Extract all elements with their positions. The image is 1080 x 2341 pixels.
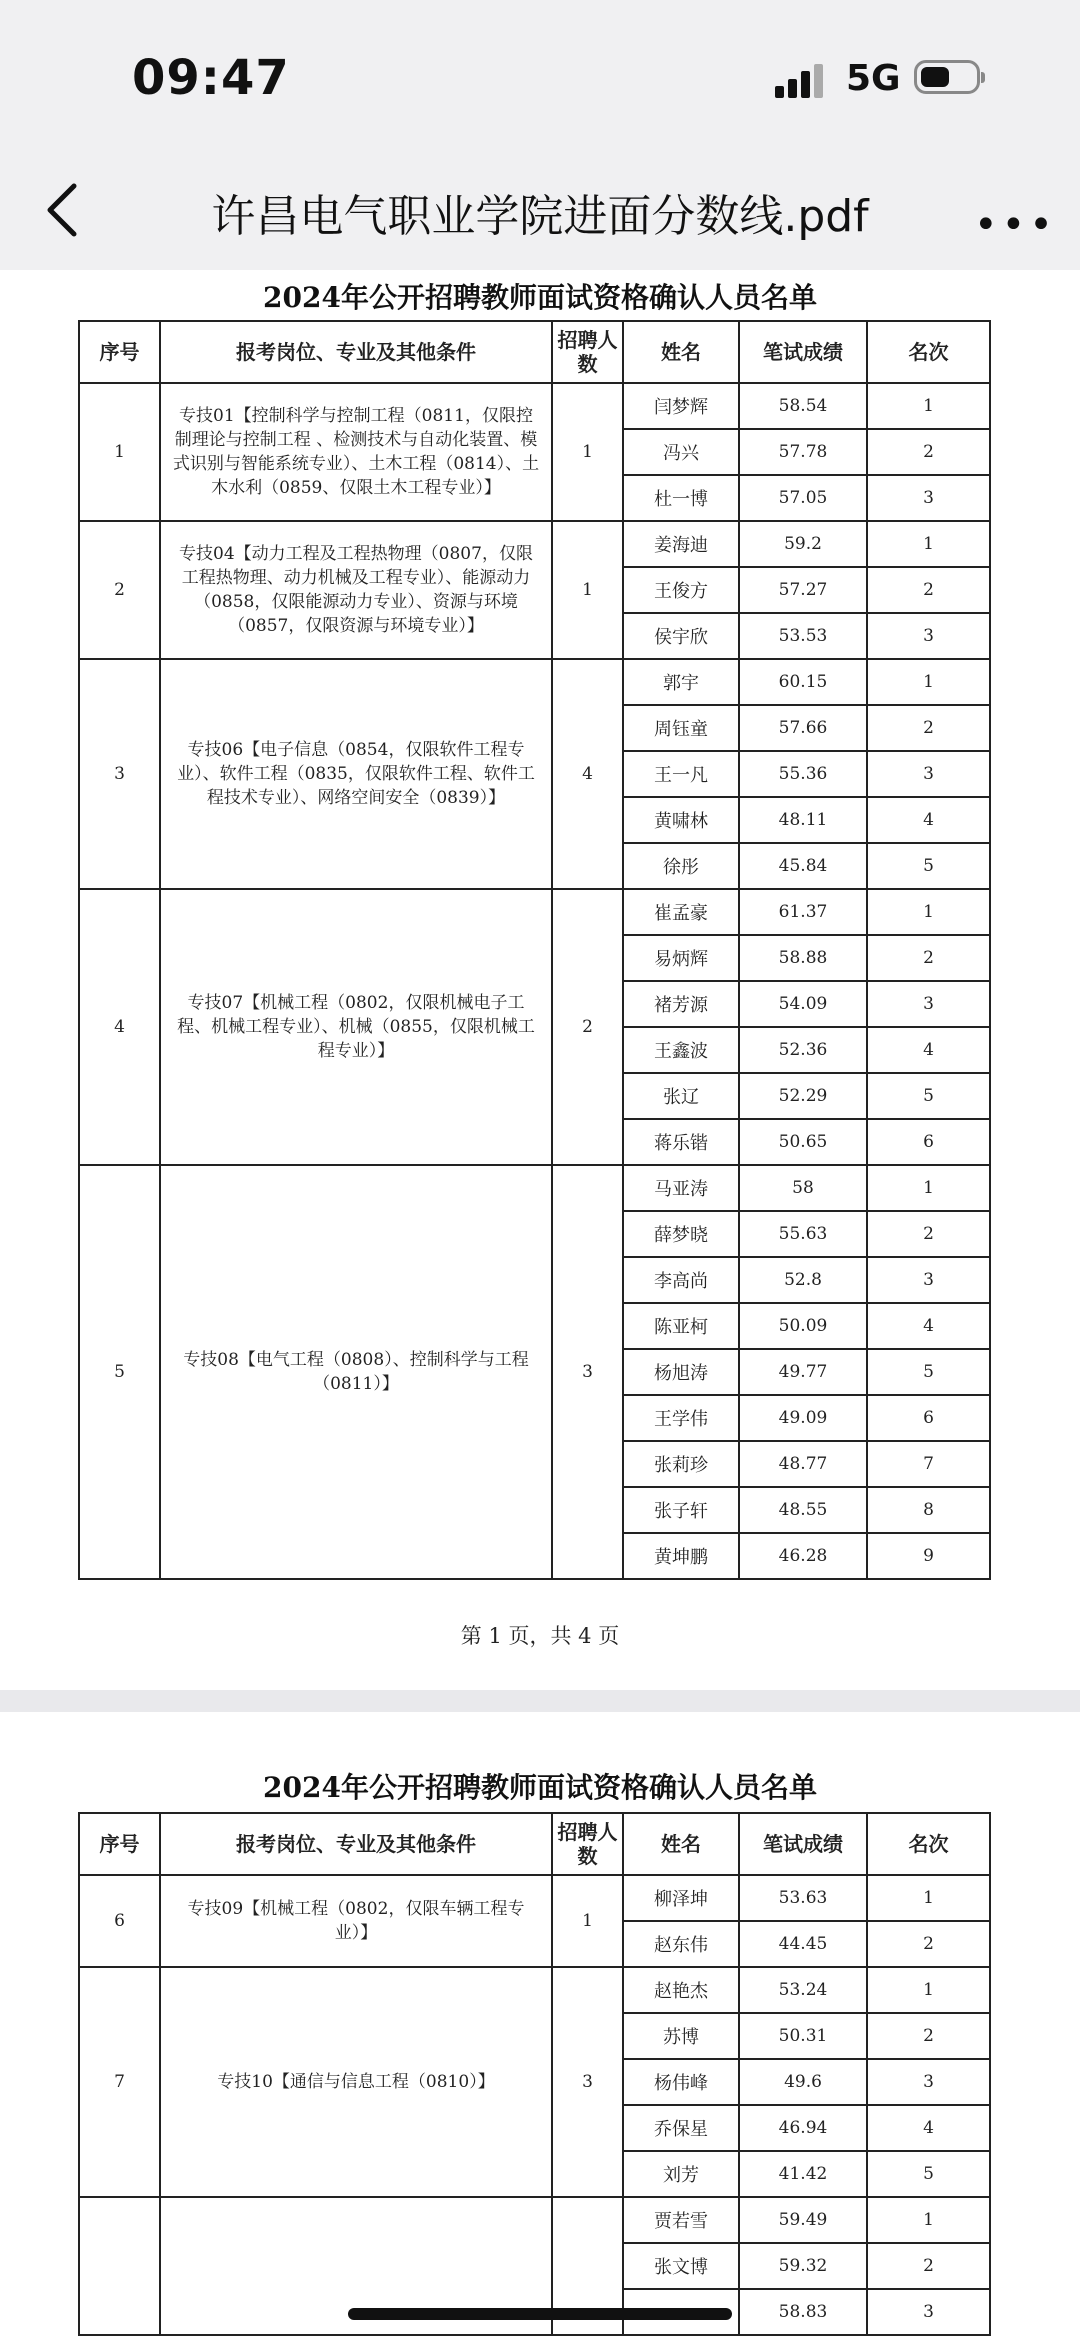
candidate-name-cell: 王俊方 — [623, 567, 739, 613]
candidate-name-cell: 薛梦晓 — [623, 1211, 739, 1257]
written-score-cell: 59.2 — [739, 521, 867, 567]
candidate-name-cell: 周钰童 — [623, 705, 739, 751]
group-index-cell — [79, 2197, 160, 2335]
candidate-name-cell: 张文博 — [623, 2243, 739, 2289]
written-score-cell: 57.27 — [739, 567, 867, 613]
candidate-name-cell: 王学伟 — [623, 1395, 739, 1441]
candidate-name-cell: 赵艳杰 — [623, 1967, 739, 2013]
table-row — [79, 1165, 990, 1211]
rank-cell: 1 — [867, 2197, 990, 2243]
table-row — [79, 383, 990, 429]
home-indicator[interactable] — [348, 2308, 732, 2320]
candidate-name-cell: 姜海迪 — [623, 521, 739, 567]
written-score-cell: 55.36 — [739, 751, 867, 797]
table-row — [79, 1875, 990, 1921]
written-score-cell: 49.77 — [739, 1349, 867, 1395]
written-score-cell: 48.11 — [739, 797, 867, 843]
written-score-cell: 50.31 — [739, 2013, 867, 2059]
header-quota: 招聘人数 — [552, 1813, 623, 1875]
written-score-cell: 45.84 — [739, 843, 867, 889]
rank-cell: 8 — [867, 1487, 990, 1533]
rank-cell: 2 — [867, 429, 990, 475]
rank-cell: 6 — [867, 1395, 990, 1441]
rank-cell: 4 — [867, 797, 990, 843]
candidate-name-cell: 褚芳源 — [623, 981, 739, 1027]
candidate-name-cell: 侯宇欣 — [623, 613, 739, 659]
group-index-cell: 3 — [79, 659, 160, 889]
written-score-cell: 52.36 — [739, 1027, 867, 1073]
candidate-name-cell: 杨旭涛 — [623, 1349, 739, 1395]
written-score-cell: 59.32 — [739, 2243, 867, 2289]
header-position: 报考岗位、专业及其他条件 — [160, 321, 552, 383]
rank-cell: 2 — [867, 1921, 990, 1967]
group-condition-cell: 专技01【控制科学与控制工程（0811，仅限控制理论与控制工程 、检测技术与自动化装置、模式识别与智能系统专业）、土木工程（0814）、土木水利（0859、仅限土木工程专业）】 — [160, 383, 552, 521]
candidate-name-cell: 黄坤鹏 — [623, 1533, 739, 1579]
rank-cell: 5 — [867, 2151, 990, 2197]
written-score-cell: 48.77 — [739, 1441, 867, 1487]
nav-bar — [0, 150, 1080, 270]
written-score-cell: 44.45 — [739, 1921, 867, 1967]
written-score-cell: 50.09 — [739, 1303, 867, 1349]
rank-cell: 2 — [867, 2013, 990, 2059]
written-score-cell: 57.05 — [739, 475, 867, 521]
candidate-name-cell: 苏博 — [623, 2013, 739, 2059]
table-row — [79, 1967, 990, 2013]
rank-cell: 1 — [867, 659, 990, 705]
status-bar — [0, 0, 1080, 150]
group-quota-cell: 2 — [552, 889, 623, 1165]
rank-cell: 2 — [867, 1211, 990, 1257]
page-title: 2024年公开招聘教师面试资格确认人员名单 — [263, 1771, 817, 1804]
written-score-cell: 52.8 — [739, 1257, 867, 1303]
written-score-cell: 49.09 — [739, 1395, 867, 1441]
results-table — [78, 320, 991, 1580]
group-index-cell: 5 — [79, 1165, 160, 1579]
written-score-cell: 52.29 — [739, 1073, 867, 1119]
written-score-cell: 53.24 — [739, 1967, 867, 2013]
table-row — [79, 2197, 990, 2243]
written-score-cell: 46.94 — [739, 2105, 867, 2151]
header-position: 报考岗位、专业及其他条件 — [160, 1813, 552, 1875]
written-score-cell: 53.53 — [739, 613, 867, 659]
rank-cell: 3 — [867, 2059, 990, 2105]
written-score-cell: 57.66 — [739, 705, 867, 751]
group-condition-cell: 专技04【动力工程及工程热物理（0807，仅限工程热物理、动力机械及工程专业）、能源动力（0858，仅限能源动力专业）、资源与环境（0857，仅限资源与环境专业）】 — [160, 521, 552, 659]
rank-cell: 2 — [867, 705, 990, 751]
rank-cell: 3 — [867, 613, 990, 659]
header-rank: 名次 — [867, 1813, 990, 1875]
status-time: 09:47 — [132, 50, 290, 106]
written-score-cell: 49.6 — [739, 2059, 867, 2105]
candidate-name-cell: 黄啸林 — [623, 797, 739, 843]
table-row — [79, 521, 990, 567]
rank-cell: 2 — [867, 935, 990, 981]
written-score-cell: 41.42 — [739, 2151, 867, 2197]
candidate-name-cell: 徐彤 — [623, 843, 739, 889]
written-score-cell: 55.63 — [739, 1211, 867, 1257]
rank-cell: 7 — [867, 1441, 990, 1487]
header-quota: 招聘人数 — [552, 321, 623, 383]
header-name: 姓名 — [623, 321, 739, 383]
header-name: 姓名 — [623, 1813, 739, 1875]
candidate-name-cell: 陈亚柯 — [623, 1303, 739, 1349]
group-quota-cell: 3 — [552, 1165, 623, 1579]
rank-cell: 6 — [867, 1119, 990, 1165]
written-score-cell: 61.37 — [739, 889, 867, 935]
rank-cell: 3 — [867, 475, 990, 521]
candidate-name-cell: 郭宇 — [623, 659, 739, 705]
written-score-cell: 50.65 — [739, 1119, 867, 1165]
results-table — [78, 1812, 991, 2336]
rank-cell: 1 — [867, 1967, 990, 2013]
group-index-cell: 2 — [79, 521, 160, 659]
group-quota-cell: 1 — [552, 1875, 623, 1967]
candidate-name-cell: 张辽 — [623, 1073, 739, 1119]
candidate-name-cell: 柳泽坤 — [623, 1875, 739, 1921]
rank-cell: 1 — [867, 521, 990, 567]
candidate-name-cell: 张莉珍 — [623, 1441, 739, 1487]
network-type: 5G — [846, 58, 901, 99]
group-quota-cell: 1 — [552, 521, 623, 659]
table-row — [79, 889, 990, 935]
candidate-name-cell: 崔孟豪 — [623, 889, 739, 935]
rank-cell: 1 — [867, 889, 990, 935]
group-condition-cell: 专技09【机械工程（0802，仅限车辆工程专业）】 — [160, 1875, 552, 1967]
rank-cell: 4 — [867, 2105, 990, 2151]
written-score-cell: 58.83 — [739, 2289, 867, 2335]
candidate-name-cell: 刘芳 — [623, 2151, 739, 2197]
rank-cell: 4 — [867, 1027, 990, 1073]
header-score: 笔试成绩 — [739, 321, 867, 383]
written-score-cell: 60.15 — [739, 659, 867, 705]
more-options-icon[interactable]: ••• — [974, 202, 1057, 248]
group-condition-cell: 专技06【电子信息（0854，仅限软件工程专业）、软件工程（0835，仅限软件工程、软件工程技术专业）、网络空间安全（0839）】 — [160, 659, 552, 889]
candidate-name-cell: 王鑫波 — [623, 1027, 739, 1073]
candidate-name-cell: 杨伟峰 — [623, 2059, 739, 2105]
group-condition-cell: 专技08【电气工程（0808）、控制科学与工程（0811）】 — [160, 1165, 552, 1579]
candidate-name-cell: 张子轩 — [623, 1487, 739, 1533]
group-condition-cell: 专技10【通信与信息工程（0810）】 — [160, 1967, 552, 2197]
header-index: 序号 — [79, 321, 160, 383]
pdf-page-2 — [0, 1712, 1080, 2341]
candidate-name-cell: 蒋乐锴 — [623, 1119, 739, 1165]
written-score-cell: 59.49 — [739, 2197, 867, 2243]
rank-cell: 1 — [867, 383, 990, 429]
written-score-cell: 46.28 — [739, 1533, 867, 1579]
rank-cell: 2 — [867, 567, 990, 613]
document-title: 许昌电气职业学院进面分数线.pdf — [211, 191, 869, 242]
rank-cell: 1 — [867, 1165, 990, 1211]
group-index-cell: 7 — [79, 1967, 160, 2197]
written-score-cell: 54.09 — [739, 981, 867, 1027]
group-quota-cell: 4 — [552, 659, 623, 889]
group-condition-cell: 专技07【机械工程（0802，仅限机械电子工程、机械工程专业）、机械（0855，仅限机械工程专业）】 — [160, 889, 552, 1165]
rank-cell: 4 — [867, 1303, 990, 1349]
rank-cell: 3 — [867, 981, 990, 1027]
header-score: 笔试成绩 — [739, 1813, 867, 1875]
written-score-cell: 58 — [739, 1165, 867, 1211]
page-title: 2024年公开招聘教师面试资格确认人员名单 — [263, 281, 817, 314]
rank-cell: 9 — [867, 1533, 990, 1579]
group-index-cell: 4 — [79, 889, 160, 1165]
back-chevron-icon[interactable] — [40, 180, 90, 240]
group-quota-cell: 1 — [552, 383, 623, 521]
written-score-cell: 48.55 — [739, 1487, 867, 1533]
candidate-name-cell: 杜一博 — [623, 475, 739, 521]
signal-icon — [775, 62, 835, 98]
rank-cell: 3 — [867, 2289, 990, 2335]
rank-cell: 1 — [867, 1875, 990, 1921]
candidate-name-cell: 王一凡 — [623, 751, 739, 797]
candidate-name-cell: 易炳辉 — [623, 935, 739, 981]
group-quota-cell: 3 — [552, 1967, 623, 2197]
candidate-name-cell: 乔保星 — [623, 2105, 739, 2151]
candidate-name-cell: 贾若雪 — [623, 2197, 739, 2243]
written-score-cell: 53.63 — [739, 1875, 867, 1921]
rank-cell: 2 — [867, 2243, 990, 2289]
battery-icon — [914, 60, 980, 94]
header-rank: 名次 — [867, 321, 990, 383]
written-score-cell: 57.78 — [739, 429, 867, 475]
written-score-cell: 58.88 — [739, 935, 867, 981]
page-footer: 第 1 页，共 4 页 — [460, 1624, 620, 1648]
pdf-page-1 — [0, 270, 1080, 1690]
candidate-name-cell: 李高尚 — [623, 1257, 739, 1303]
written-score-cell: 58.54 — [739, 383, 867, 429]
candidate-name-cell: 马亚涛 — [623, 1165, 739, 1211]
rank-cell: 5 — [867, 843, 990, 889]
group-index-cell: 1 — [79, 383, 160, 521]
rank-cell: 3 — [867, 1257, 990, 1303]
candidate-name-cell: 赵东伟 — [623, 1921, 739, 1967]
candidate-name-cell: 冯兴 — [623, 429, 739, 475]
group-index-cell: 6 — [79, 1875, 160, 1967]
rank-cell: 5 — [867, 1349, 990, 1395]
rank-cell: 5 — [867, 1073, 990, 1119]
header-index: 序号 — [79, 1813, 160, 1875]
rank-cell: 3 — [867, 751, 990, 797]
table-row — [79, 659, 990, 705]
candidate-name-cell: 闫梦辉 — [623, 383, 739, 429]
